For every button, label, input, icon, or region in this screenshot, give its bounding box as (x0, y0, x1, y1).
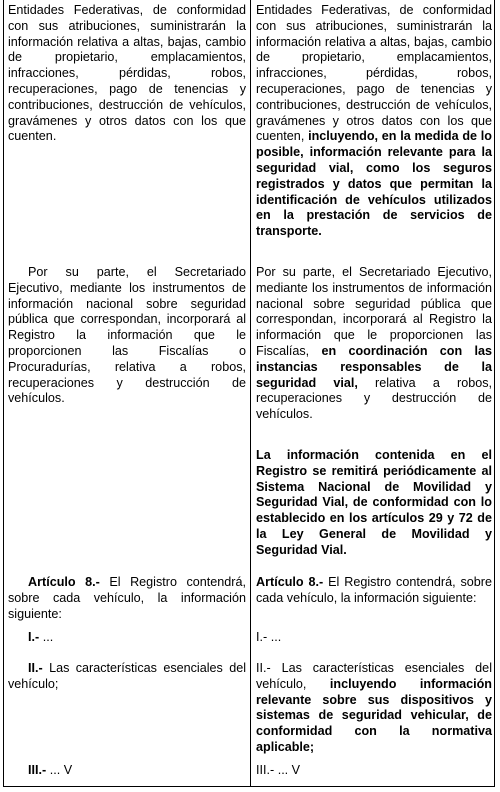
right-fraction-I: I.- ... (256, 630, 282, 644)
left-fraction-I: I.- ... (28, 630, 54, 644)
right-paragraph-2: Por su parte, el Secretariado Ejecutivo, mediante los instrumentos de información nacional sobre seguridad pública que correspondan, incorporará al Registro la información que le proporcionen las Fiscalías, en coordinación con las instancias responsables de la seguridad vial, relativa a robos, recuperaciones y destrucción de vehículos. (256, 265, 493, 422)
left-article-8: Artículo 8.- El Registro contendrá, sobre cada vehículo, la información siguiente: (8, 575, 246, 621)
right-fraction-II: II.- Las características esenciales del vehículo, incluyendo información relevante sobre sus dispositivos y sistemas de seguridad vehicular, de conformidad con la normativa aplicable; (256, 661, 492, 754)
left-fraction-II: II.- Las características esenciales del vehículo; (8, 661, 246, 691)
right-article-8: Artículo 8.- El Registro contendrá, sobre cada vehículo, la información siguiente: (256, 575, 492, 605)
comparison-table (3, 0, 495, 787)
right-paragraph-3: La información contenida en el Registro se remitirá periódicamente al Sistema Nacional de Movilidad y Seguridad Vial, de conformidad con lo establecido en los artículos 29 y 72 de la Ley General de Movilidad y Seguridad Vial. (256, 448, 492, 557)
left-fraction-III: III.- ... V (28, 763, 73, 777)
right-fraction-III: III.- ... V (256, 763, 301, 777)
column-divider (250, 0, 251, 786)
left-paragraph-2: Por su parte, el Secretariado Ejecutivo, mediante los instrumentos de información nacional sobre seguridad pública que correspondan, incorporará al Registro la información que le proporcionen las Fiscalías o Procuradurías, relativa a robos, recuperaciones y destrucción de vehículos. (8, 265, 246, 406)
right-paragraph-1: Entidades Federativas, de conformidad con sus atribuciones, suministrarán la información relativa a altas, bajas, cambio de propietario, emplacamientos, infracciones, pérdidas, robos, recuperaciones, pago de tenencias y contribuciones, destrucción de vehículos, gravámenes y otros datos con los que cuenten, incluyendo, en la medida de lo posible, información relevante para la seguridad vial, como los seguros registrados y datos que permitan la identificación de vehículos utilizados en la prestación de servicios de transporte. (256, 3, 492, 239)
left-paragraph-1: Entidades Federativas, de conformidad con sus atribuciones, suministrarán la información relativa a altas, bajas, cambio de propietario, emplacamientos, infracciones, pérdidas, robos, recuperaciones, pago de tenencias y contribuciones, destrucción de vehículos, gravámenes y otros datos con los que cuenten. (8, 3, 246, 144)
